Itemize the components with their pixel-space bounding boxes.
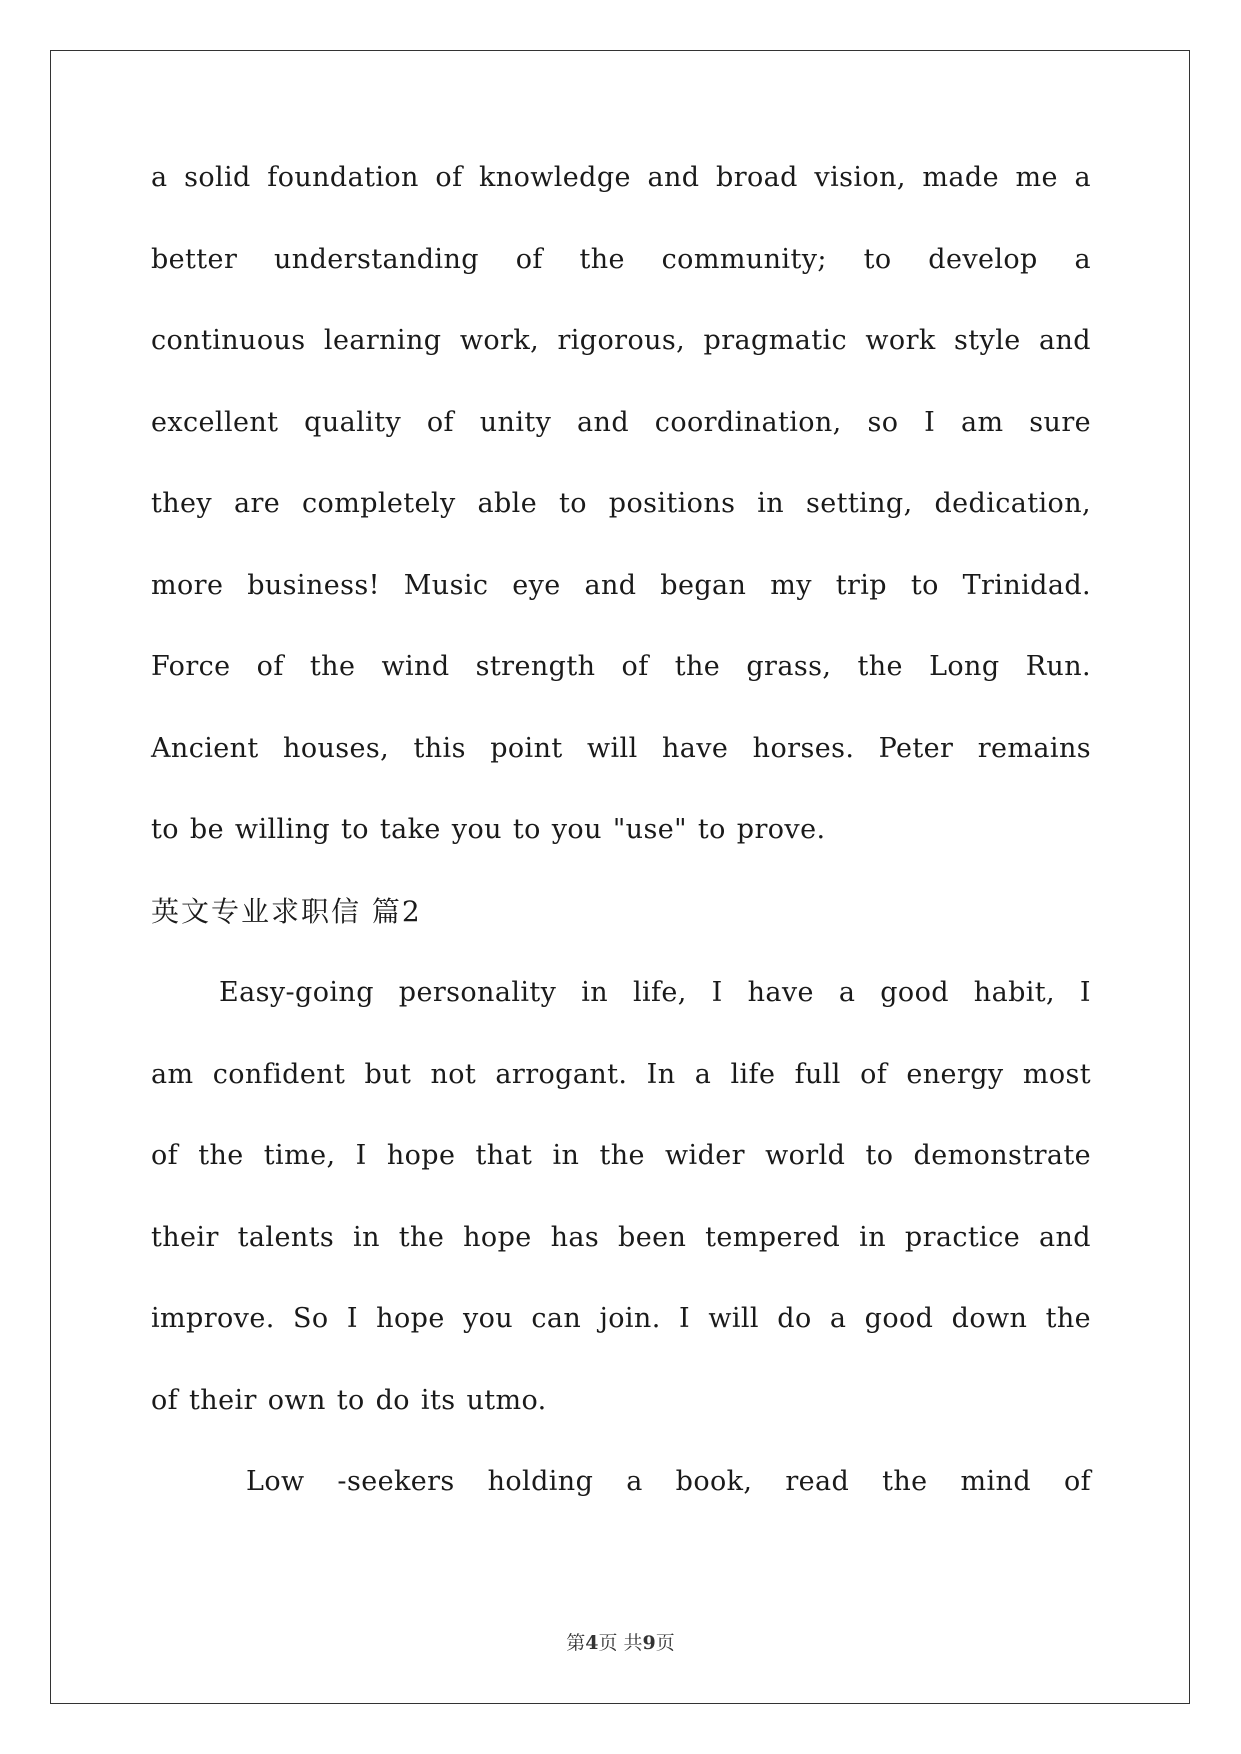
text-line: more business! Music eye and began my trip to Trinidad. bbox=[151, 569, 1091, 601]
page-number-footer bbox=[0, 1628, 1241, 1655]
text-line: their talents in the hope has been tempered in practice and bbox=[151, 1221, 1091, 1253]
total-page-count: 9 bbox=[642, 1632, 656, 1654]
section-heading: 英文专业求职信 篇2 bbox=[151, 894, 422, 928]
footer-suffix: 页 bbox=[655, 1632, 675, 1654]
text-line: Easy-going personality in life, I have a good habit, I bbox=[219, 977, 1091, 1008]
text-line: excellent quality of unity and coordination, so I am sure bbox=[151, 406, 1091, 438]
text-line: improve. So I hope you can join. I will do a good down the bbox=[151, 1303, 1091, 1334]
text-line: Force of the wind strength of the grass, the Long Run. bbox=[151, 651, 1091, 682]
text-line: am confident but not arrogant. In a life full of energy most bbox=[151, 1058, 1091, 1090]
footer-prefix: 第 bbox=[566, 1632, 586, 1654]
text-line: a solid foundation of knowledge and broad vision, made me a bbox=[151, 162, 1091, 193]
text-line: Ancient houses, this point will have horses. Peter remains bbox=[151, 732, 1091, 764]
footer-middle: 页 共 bbox=[598, 1632, 643, 1654]
current-page-number: 4 bbox=[585, 1632, 599, 1654]
text-line: of the time, I hope that in the wider world to demonstrate bbox=[151, 1140, 1091, 1171]
text-line: Low -seekers holding a book, read the mind of bbox=[246, 1466, 1091, 1497]
text-line: they are completely able to positions in setting, dedication, bbox=[151, 488, 1091, 519]
text-line: better understanding of the community; to develop a bbox=[151, 243, 1091, 275]
text-line: to be willing to take you to you "use" to prove. bbox=[151, 814, 826, 845]
document-body bbox=[151, 158, 1091, 1544]
text-line: of their own to do its utmo. bbox=[151, 1384, 547, 1416]
text-line: continuous learning work, rigorous, pragmatic work style and bbox=[151, 325, 1091, 356]
